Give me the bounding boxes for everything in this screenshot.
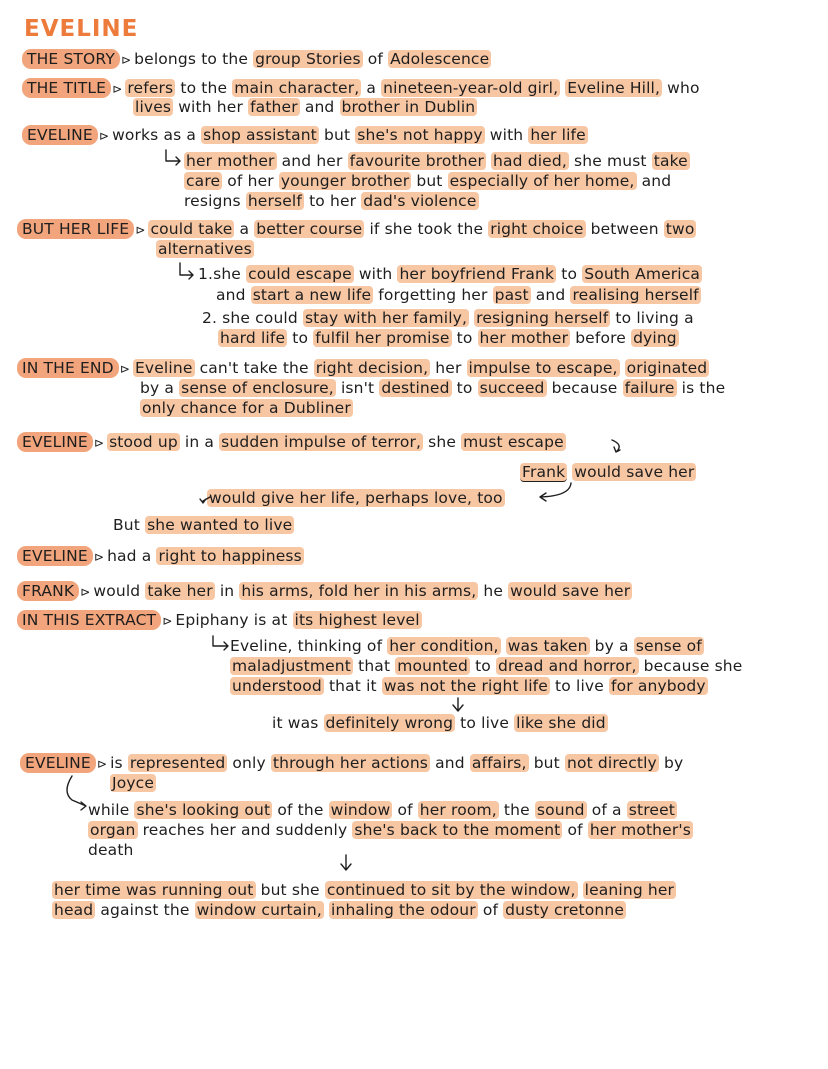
highlight: affairs,	[471, 754, 527, 772]
highlight: mounted	[397, 657, 468, 675]
highlight: realising herself	[572, 286, 699, 304]
highlight: her condition,	[389, 637, 499, 655]
text: is the	[681, 379, 726, 397]
text: Epiphany	[175, 611, 249, 629]
highlight: window curtain,	[196, 901, 322, 919]
text: resigns	[184, 192, 241, 210]
text: only	[232, 754, 266, 772]
highlight: was taken	[507, 637, 588, 655]
highlight: street	[628, 801, 676, 819]
highlight: refers	[127, 79, 174, 97]
text: But	[113, 516, 140, 534]
text: before	[575, 329, 626, 347]
highlight: understood	[232, 677, 322, 695]
text: to living a	[615, 309, 694, 327]
text: would	[93, 582, 141, 600]
text: of a	[591, 801, 622, 819]
highlight: she's looking out	[136, 801, 271, 819]
curved-arrow-icon	[540, 483, 571, 501]
text: had a	[107, 547, 152, 565]
text: and	[435, 754, 465, 772]
text: she	[213, 265, 241, 283]
text: to her	[309, 192, 357, 210]
arrow-icon: ⊳	[120, 53, 132, 67]
highlight: she wanted to live	[147, 516, 293, 534]
text: is at	[253, 611, 288, 629]
highlight: stood up	[109, 433, 178, 451]
highlight: dread and horror,	[498, 657, 637, 675]
highlight: father	[250, 98, 298, 116]
highlight: favourite brother	[349, 152, 484, 170]
label-eveline: EVELINE	[17, 432, 93, 452]
text: because	[551, 379, 618, 397]
text: of	[482, 901, 499, 919]
down-arrow-icon	[341, 855, 351, 870]
highlight: Eveline Hill,	[567, 79, 661, 97]
text: by a	[140, 379, 175, 397]
highlight: Joyce	[112, 774, 155, 792]
highlight: impulse to escape,	[468, 359, 618, 377]
highlight: organ	[90, 821, 136, 839]
highlight: must escape	[463, 433, 564, 451]
highlight: nineteen-year-old girl,	[383, 79, 559, 97]
highlight: take	[653, 152, 688, 170]
highlight: right decision,	[315, 359, 429, 377]
label-eveline: EVELINE	[22, 125, 98, 145]
highlight: her life	[530, 126, 586, 144]
text: Eveline, thinking of	[230, 637, 383, 655]
highlight: sudden impulse of terror,	[221, 433, 422, 451]
highlight: her mother's	[589, 821, 692, 839]
text: he	[483, 582, 504, 600]
highlight: sense of enclosure,	[181, 379, 334, 397]
text: if she took the	[369, 220, 484, 238]
highlight: inhaling the odour	[331, 901, 476, 919]
highlight: would save her	[510, 582, 631, 600]
highlight: sense of	[635, 637, 702, 655]
arrow-icon: ⊳	[135, 223, 146, 237]
text: with	[489, 126, 524, 144]
text: belongs to the	[134, 50, 249, 68]
highlight: sound	[536, 801, 585, 819]
text: to	[475, 657, 491, 675]
text: to live	[555, 677, 604, 695]
text: that	[358, 657, 391, 675]
text: to the	[180, 79, 228, 97]
highlight: maladjustment	[232, 657, 352, 675]
text: but	[533, 754, 560, 772]
text: can't take the	[199, 359, 309, 377]
page-title: EVELINE	[24, 16, 139, 42]
highlight: take her	[147, 582, 213, 600]
highlight: her mother	[186, 152, 275, 170]
highlight: window	[330, 801, 391, 819]
highlight: herself	[247, 192, 302, 210]
label-frank: FRANK	[17, 581, 79, 601]
highlight: his arms, fold her in his arms,	[241, 582, 477, 600]
text: of	[367, 50, 384, 68]
label-in-the-end: IN THE END	[17, 358, 119, 378]
text: and	[216, 286, 246, 304]
text: to	[456, 329, 473, 347]
highlight: hard life	[220, 329, 286, 347]
highlight: only chance for a Dubliner	[142, 399, 351, 417]
text: to	[561, 265, 578, 283]
text: of her	[227, 172, 274, 190]
highlight: main character,	[234, 79, 360, 97]
highlight: succeed	[479, 379, 545, 397]
text: a	[239, 220, 250, 238]
curved-arrow-icon	[200, 497, 210, 503]
text: works as a	[112, 126, 197, 144]
arrow-icon: ⊳	[80, 585, 91, 599]
text: to	[292, 329, 309, 347]
highlight: South America	[584, 265, 701, 283]
highlight: dad's violence	[363, 192, 477, 210]
highlight: originated	[626, 359, 708, 377]
arrow-icon: ⊳	[119, 362, 130, 376]
text: reaches her and suddenly	[142, 821, 348, 839]
text: 1.	[198, 265, 214, 283]
text: she	[428, 433, 457, 451]
label-eveline: EVELINE	[17, 546, 93, 566]
highlight: would give her life, perhaps love, too	[209, 489, 503, 507]
text: isn't	[340, 379, 375, 397]
text: is	[110, 754, 123, 772]
arrow-icon: ⊳	[96, 757, 108, 771]
text: 2.	[202, 309, 218, 327]
text: and	[641, 172, 672, 190]
arrow-icon: ⊳	[112, 82, 123, 96]
text: and	[304, 98, 335, 116]
text: of	[567, 821, 583, 839]
highlight: dying	[633, 329, 677, 347]
highlight: failure	[624, 379, 675, 397]
highlight: definitely wrong	[325, 714, 454, 732]
text: but she	[260, 881, 320, 899]
highlight: represented	[129, 754, 226, 772]
highlight: care	[186, 172, 221, 190]
label-but-her-life: BUT HER LIFE	[17, 219, 134, 239]
text: of the	[277, 801, 324, 819]
curved-arrow-icon	[180, 263, 193, 279]
highlight: through her actions	[272, 754, 429, 772]
text: and	[535, 286, 566, 304]
highlight: was not the right life	[383, 677, 548, 695]
text: she must	[574, 152, 647, 170]
arrow-icon: ⊳	[93, 436, 105, 450]
highlight: Eveline	[134, 359, 193, 377]
highlight: fulfil her promise	[315, 329, 450, 347]
text: because she	[643, 657, 743, 675]
highlight: shop assistant	[203, 126, 317, 144]
highlight: head	[54, 901, 94, 919]
label-the-title: THE TITLE	[22, 78, 111, 98]
text: her	[435, 359, 462, 377]
highlight: resigning herself	[476, 309, 609, 327]
highlight: her time was running out	[54, 881, 254, 899]
text: between	[590, 220, 659, 238]
text: but	[324, 126, 351, 144]
text: against the	[100, 901, 190, 919]
highlight: not directly	[566, 754, 657, 772]
highlight: would save her	[574, 463, 695, 481]
highlight: dusty cretonne	[505, 901, 625, 919]
highlight: could escape	[248, 265, 352, 283]
highlight: right to happiness	[158, 547, 302, 565]
highlight: she's not happy	[357, 126, 483, 144]
text: but	[416, 172, 443, 190]
text: to	[456, 379, 473, 397]
highlight: had died,	[493, 152, 567, 170]
down-arrow-icon	[453, 698, 463, 711]
text: the	[503, 801, 530, 819]
highlight: group Stories	[255, 50, 361, 68]
text: it was	[272, 714, 319, 732]
text: to live	[460, 714, 510, 732]
arrow-icon: ⊳	[98, 129, 110, 143]
highlight: stay with her family,	[304, 309, 468, 327]
text: in	[219, 582, 235, 600]
text: with	[358, 265, 393, 283]
text: death	[88, 841, 134, 859]
text: who	[667, 79, 700, 97]
curved-arrow-icon	[213, 636, 228, 650]
highlight: for anybody	[610, 677, 706, 695]
text: she could	[222, 309, 298, 327]
arrow-icon: ⊳	[93, 550, 105, 564]
highlight: Frank	[522, 463, 566, 481]
label-in-this-extract: IN THIS EXTRACT	[17, 610, 161, 630]
highlight: better course	[256, 220, 363, 238]
highlight: her boyfriend Frank	[399, 265, 555, 283]
highlight: brother in Dublin	[341, 98, 476, 116]
text: by a	[594, 637, 629, 655]
highlight: right choice	[490, 220, 584, 238]
highlight: like she did	[516, 714, 606, 732]
highlight: especially of her home,	[449, 172, 635, 190]
text: of	[397, 801, 413, 819]
highlight: alternatives	[158, 240, 252, 258]
label-eveline: EVELINE	[20, 753, 96, 773]
highlight: continued to sit by the window,	[326, 881, 576, 899]
text: a	[366, 79, 377, 97]
highlight: lives	[135, 98, 172, 116]
highlight: start a new life	[252, 286, 372, 304]
text: by	[663, 754, 684, 772]
highlight: its highest level	[294, 611, 420, 629]
highlight: her room,	[419, 801, 497, 819]
highlight: destined	[381, 379, 450, 397]
text: and her	[281, 152, 343, 170]
highlight: she's back to the moment	[354, 821, 561, 839]
highlight: two	[665, 220, 695, 238]
text: forgetting her	[378, 286, 488, 304]
text: while	[88, 801, 130, 819]
text: with her	[178, 98, 243, 116]
highlight: younger brother	[280, 172, 410, 190]
label-the-story: THE STORY	[22, 49, 120, 69]
arrow-icon: ⊳	[162, 614, 173, 628]
text: in a	[184, 433, 215, 451]
highlight: could take	[150, 220, 233, 238]
highlight: leaning her	[584, 881, 675, 899]
curved-arrow-icon	[612, 440, 620, 452]
text: that it	[328, 677, 377, 695]
highlight: her mother	[479, 329, 569, 347]
highlight: Adolescence	[390, 50, 490, 68]
curved-arrow-icon	[67, 776, 86, 810]
highlight: past	[494, 286, 529, 304]
curved-arrow-icon	[166, 150, 180, 165]
